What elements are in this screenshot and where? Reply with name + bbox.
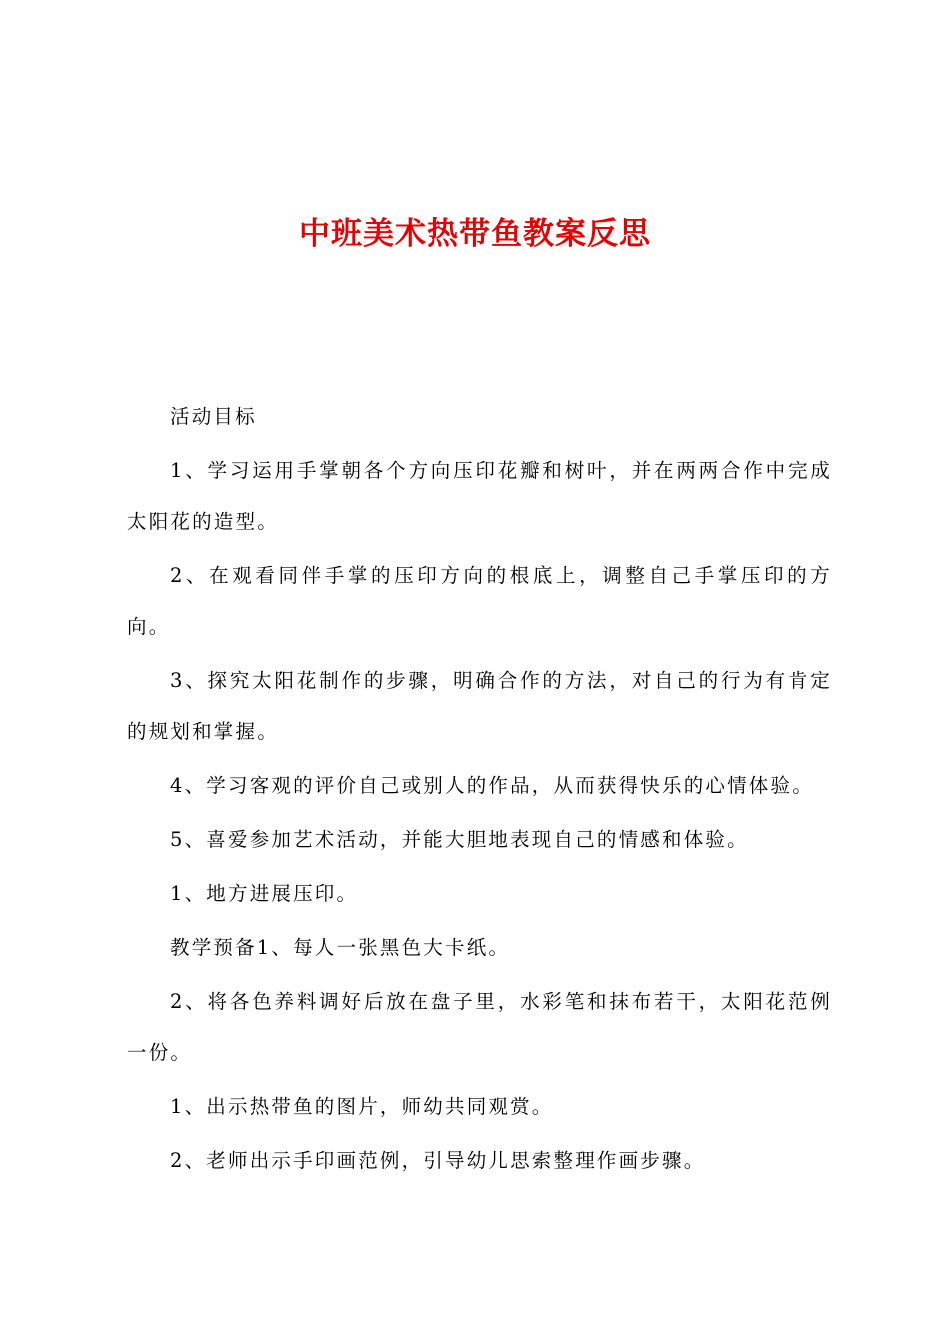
paragraph-goal-5: 5、喜爱参加艺术活动，并能大胆地表现自己的情感和体验。 (170, 828, 749, 851)
paragraph-goal-2: 2、在观看同伴手掌的压印方向的根底上，调整自己手掌压印的方向。 (127, 564, 832, 638)
paragraph-key-point: 1、地方进展压印。 (170, 882, 359, 905)
paragraph-preparation-2: 2、将各色养料调好后放在盘子里，水彩笔和抹布若干，太阳花范例一份。 (127, 990, 832, 1064)
paragraph-preparation-1: 教学预备1、每人一张黑色大卡纸。 (170, 936, 511, 959)
document-title: 中班美术热带鱼教案反思 (299, 216, 651, 252)
paragraph-goal-1: 1、学习运用手掌朝各个方向压印花瓣和树叶，并在两两合作中完成太阳花的造型。 (127, 459, 832, 533)
paragraph-goal-3: 3、探究太阳花制作的步骤，明确合作的方法，对自己的行为有肯定的规划和掌握。 (127, 669, 832, 743)
paragraph-goal-4: 4、学习客观的评价自己或别人的作品，从而获得快乐的心情体验。 (170, 774, 814, 797)
paragraph-process-1: 1、出示热带鱼的图片，师幼共同观赏。 (170, 1095, 554, 1118)
document-body (127, 391, 832, 1189)
paragraph-activity-goals-heading: 活动目标 (170, 405, 257, 428)
paragraph-process-2: 2、老师出示手印画范例，引导幼儿思索整理作画步骤。 (170, 1149, 706, 1172)
